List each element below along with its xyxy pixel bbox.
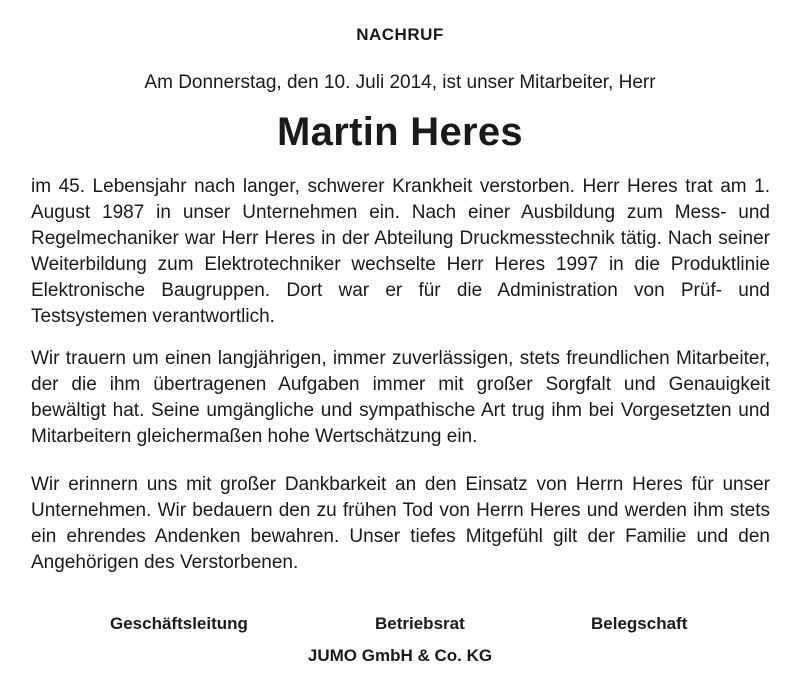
paragraph-career: im 45. Lebensjahr nach langer, schwerer Krankheit verstorben. Herr Heres trat am 1. August 1987 in unser Unternehmen ein. Nach einer Ausbildung zum Mess- und Regelmechaniker war Herr Heres in der Abteilung Druckmesstechnik tätig. Nach seiner Weiterbildung zum Elektrotechniker wechselte Herr Heres 1997 in die Produktlinie Elektronische Baugruppen. Dort war er für die Administration von Prüf- und Testsystemen verantwortlich. [31,176,770,327]
company-name: JUMO GmbH & Co. KG [307,646,493,665]
signatory-staff: Belegschaft [591,614,688,633]
intro-line: Am Donnerstag, den 10. Juli 2014, ist unser Mitarbeiter, Herr [144,72,656,93]
notice-heading: NACHRUF [356,25,444,44]
deceased-name: Martin Heres [277,110,523,154]
paragraph-remembrance: Wir erinnern uns mit großer Dankbarkeit an den Einsatz von Herrn Heres für unser Unternehmen. Wir bedauern den zu frühen Tod von Herrn Heres und werden ihm stets ein ehrendes Andenken bewahren. Unser tiefes Mitgefühl gilt der Familie und den Angehörigen des Verstorbenen. [31,474,770,573]
paragraph-mourning: Wir trauern um einen langjährigen, immer zuverlässigen, stets freundlichen Mitarbeiter, der die ihm übertragenen Aufgaben immer mit großer Sorgfalt und Genauigkeit bewältigt hat. Seine umgängliche und sympathische Art trug ihm bei Vorgesetzten und Mitarbeitern gleichermaßen hohe Wertschätzung ein. [31,348,770,447]
signatory-works-council: Betriebsrat [375,614,465,633]
signatory-management: Geschäftsleitung [110,614,248,633]
